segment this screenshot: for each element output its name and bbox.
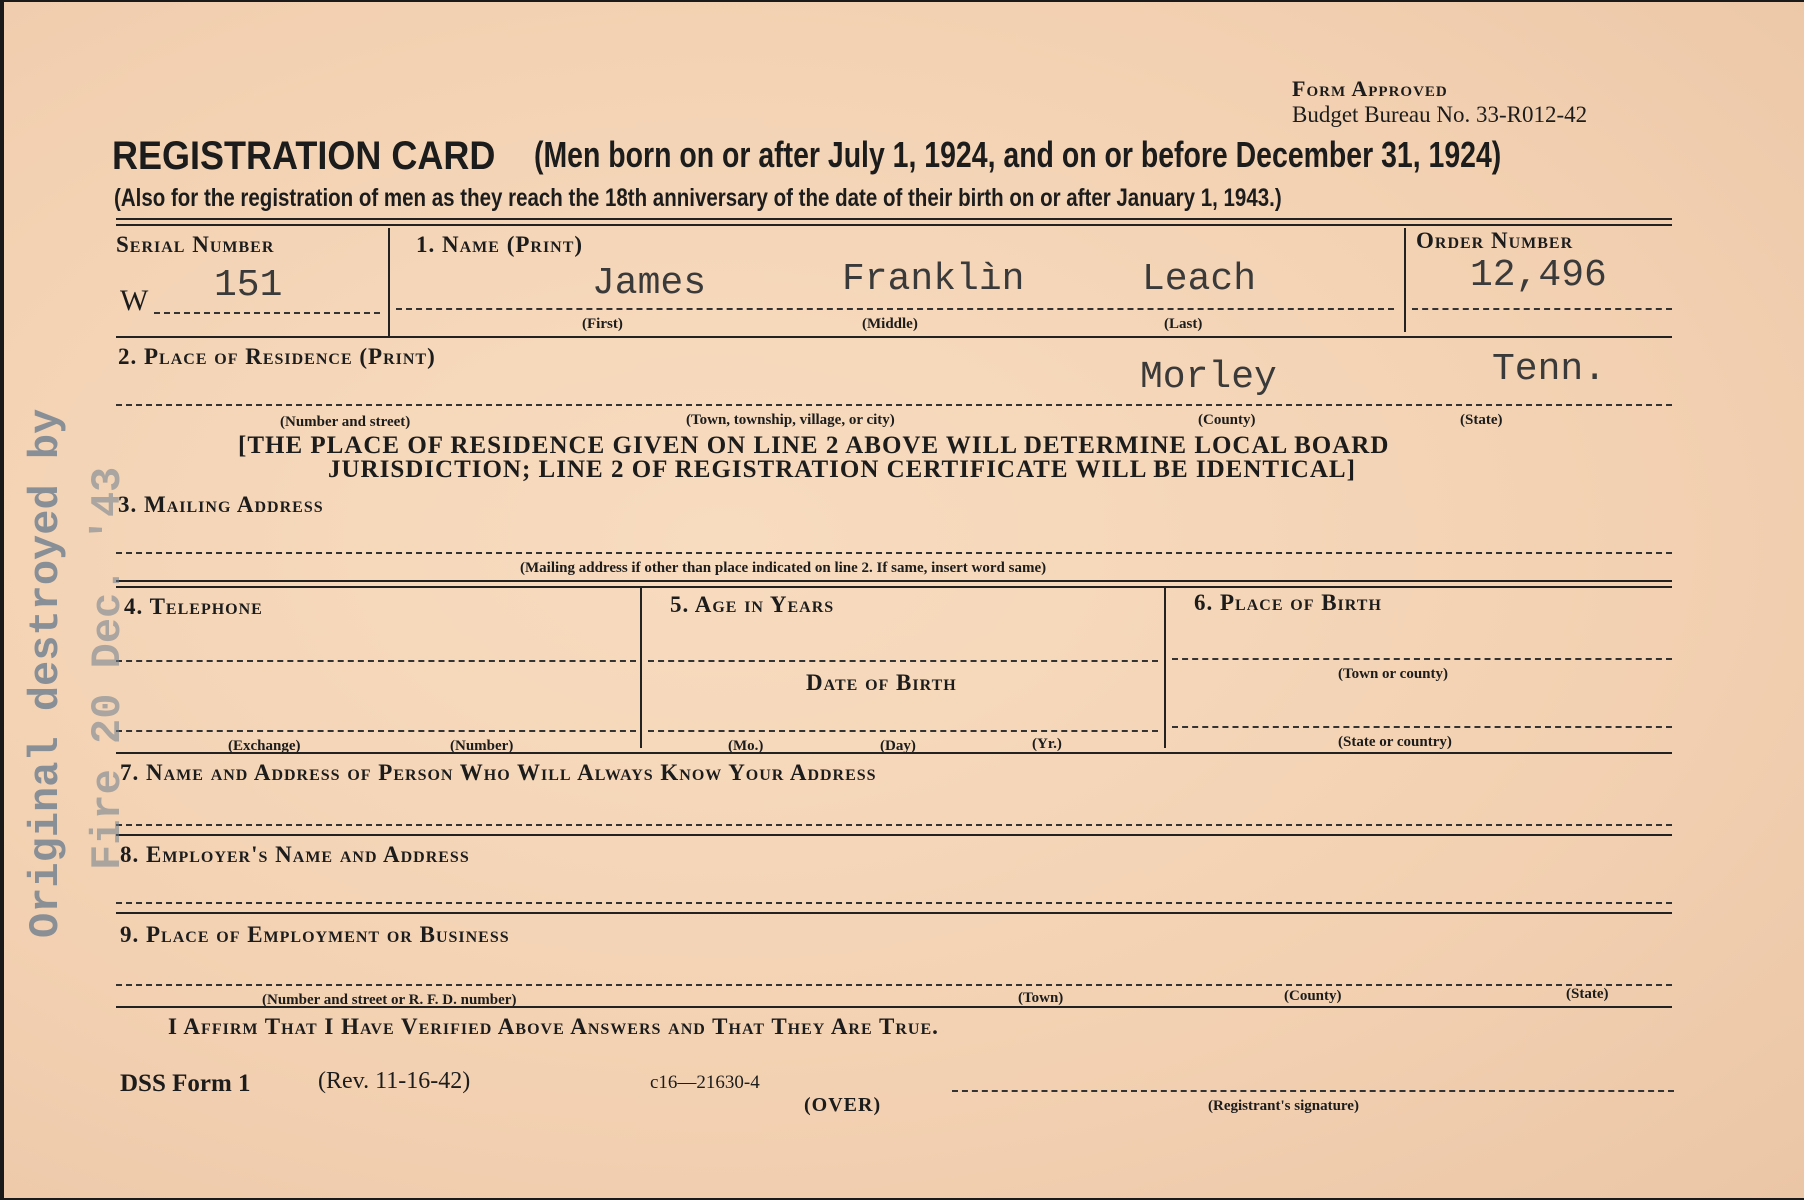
residence-line <box>116 404 1672 406</box>
order-line <box>1412 308 1672 310</box>
residence-county-value: Morley <box>1140 356 1277 399</box>
residence-notice-line1: [THE PLACE OF RESIDENCE GIVEN ON LINE 2 ABOVE WILL DETERMINE LOCAL BOARD <box>238 432 1390 459</box>
name-line <box>396 308 1394 310</box>
registration-card <box>4 2 1804 1198</box>
last-name-value: Leach <box>1142 258 1257 301</box>
name-label: 1. Name (Print) <box>416 232 584 257</box>
signature-caption: (Registrant's signature) <box>1208 1098 1359 1114</box>
place-of-birth-label: 6. Place of Birth <box>1194 590 1382 615</box>
form-name: DSS Form 1 <box>120 1070 251 1097</box>
caption-state-country: (State or country) <box>1338 734 1452 750</box>
age-label: 5. Age in Years <box>670 592 835 617</box>
caption-phone-number: (Number) <box>450 738 514 754</box>
header-rule-2 <box>116 224 1672 226</box>
residence-label: 2. Place of Residence (Print) <box>118 344 436 369</box>
row4-rule <box>116 752 1672 754</box>
card-title-range: (Men born on or after July 1, 1924, and on or before December 31, 1924) <box>534 134 1502 175</box>
employer-line <box>116 902 1672 904</box>
caption-street: (Number and street) <box>280 414 411 430</box>
serial-number-label: Serial Number <box>116 232 275 257</box>
row8-rule <box>116 912 1672 914</box>
caption-middle: (Middle) <box>862 316 918 332</box>
destroyed-stamp-line1: Original destroyed by <box>22 408 70 938</box>
row3-rule-2 <box>116 586 1672 588</box>
caption-last: (Last) <box>1164 316 1203 332</box>
order-number-value: 12,496 <box>1470 254 1607 297</box>
employment-line <box>116 984 1672 986</box>
row7-rule <box>116 834 1672 836</box>
caption-county: (County) <box>1198 412 1256 428</box>
form-code: c16—21630-4 <box>650 1072 760 1093</box>
mailing-line <box>116 552 1672 554</box>
person-line <box>116 824 1672 826</box>
card-title: REGISTRATION CARD <box>112 134 496 178</box>
order-number-label: Order Number <box>1416 228 1574 253</box>
caption-exchange: (Exchange) <box>228 738 301 754</box>
serial-divider <box>388 228 390 338</box>
serial-number-value: 151 <box>214 264 283 307</box>
affirmation-text: I Affirm That I Have Verified Above Answers and That They Are True. <box>168 1014 939 1039</box>
signature-line <box>952 1090 1674 1092</box>
caption-town: (Town, township, village, or city) <box>686 412 895 428</box>
middle-name-value: Franklìn <box>842 258 1025 301</box>
person-who-knows-label: 7. Name and Address of Person Who Will Always Know Your Address <box>120 760 877 785</box>
birth-state-line <box>1172 726 1672 728</box>
destroyed-stamp-line2: Fire 20 Dec. '43 <box>84 466 132 870</box>
telephone-line-2 <box>116 730 636 732</box>
caption-state: (State) <box>1460 412 1503 428</box>
budget-bureau-number: Budget Bureau No. 33-R012-42 <box>1292 102 1588 127</box>
age-divider <box>1164 588 1166 748</box>
employment-label: 9. Place of Employment or Business <box>120 922 510 947</box>
caption-employment-street: (Number and street or R. F. D. number) <box>262 992 517 1008</box>
row9-rule <box>116 1006 1672 1008</box>
caption-year: (Yr.) <box>1032 736 1062 752</box>
caption-employment-town: (Town) <box>1018 990 1064 1006</box>
caption-month: (Mo.) <box>728 738 764 754</box>
caption-town-county: (Town or county) <box>1338 666 1449 682</box>
caption-first: (First) <box>582 316 623 332</box>
age-line <box>648 660 1158 662</box>
card-subtitle: (Also for the registration of men as they reach the 18th anniversary of the date of their birth on or after January 1, 1943.) <box>114 184 1282 212</box>
date-of-birth-label: Date of Birth <box>806 670 957 695</box>
birth-town-line <box>1172 658 1672 660</box>
header-rule-1 <box>116 218 1672 220</box>
serial-line <box>154 312 380 314</box>
row3-rule-1 <box>116 580 1672 582</box>
residence-notice-line2: JURISDICTION; LINE 2 OF REGISTRATION CERTIFICATE WILL BE IDENTICAL] <box>328 456 1356 483</box>
over-indicator: (OVER) <box>804 1094 882 1116</box>
caption-day: (Day) <box>880 738 916 754</box>
residence-state-value: Tenn. <box>1492 348 1607 391</box>
employer-label: 8. Employer's Name and Address <box>120 842 470 867</box>
caption-employment-state: (State) <box>1566 986 1609 1002</box>
telephone-label: 4. Telephone <box>124 594 263 619</box>
form-approved: Form Approved <box>1292 76 1448 101</box>
form-revision: (Rev. 11-16-42) <box>318 1068 471 1094</box>
telephone-line-1 <box>116 660 636 662</box>
row1-rule <box>116 336 1672 338</box>
first-name-value: James <box>592 262 707 305</box>
telephone-divider <box>640 588 642 748</box>
dob-line <box>648 730 1158 732</box>
mailing-address-label: 3. Mailing Address <box>118 492 324 517</box>
caption-employment-county: (County) <box>1284 988 1342 1004</box>
order-divider <box>1404 228 1406 332</box>
serial-prefix: W <box>120 284 149 317</box>
mailing-caption: (Mailing address if other than place indicated on line 2. If same, insert word same) <box>520 560 1047 576</box>
